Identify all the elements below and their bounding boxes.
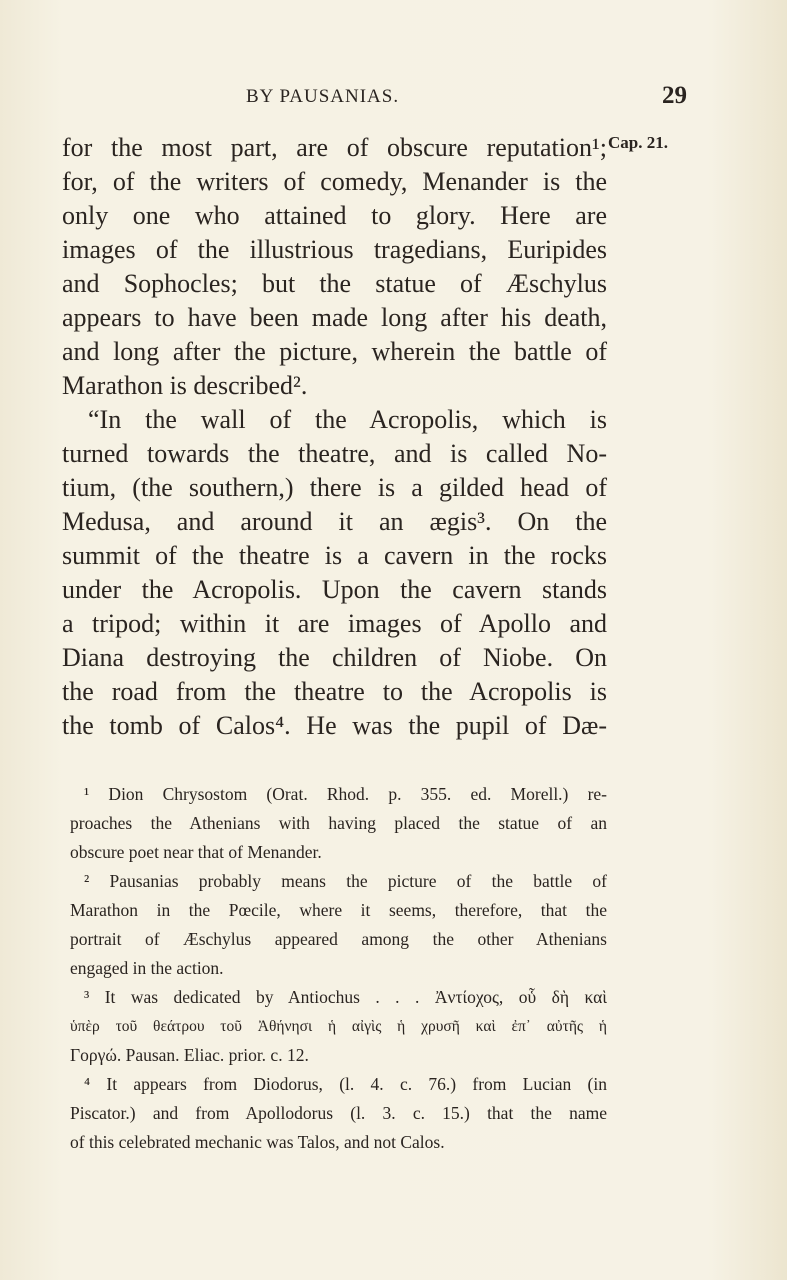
footnote-line: engaged in the action.: [70, 958, 224, 978]
footnote-line: ³ It was dedicated by Antiochus . . . Ἀντίοχος, οὗ δὴ καὶ: [84, 987, 607, 1007]
body-line: for the most part, are of obscure reputation¹;: [62, 133, 607, 162]
body-line: Marathon is described².: [62, 371, 308, 400]
body-text: [62, 131, 607, 743]
footnote-line: of this celebrated mechanic was Talos, and not Calos.: [70, 1132, 445, 1152]
body-line: the tomb of Calos⁴. He was the pupil of Dæ-: [62, 711, 607, 740]
body-line: “In the wall of the Acropolis, which is: [88, 405, 607, 434]
footnote-line: Γοργώ. Pausan. Eliac. prior. c. 12.: [70, 1045, 309, 1065]
body-line: and Sophocles; but the statue of Æschylus: [62, 269, 607, 298]
footnote-line: portrait of Æschylus appeared among the other Athenians: [70, 929, 607, 949]
footnote-line: proaches the Athenians with having placed the statue of an: [70, 813, 607, 833]
body-line: images of the illustrious tragedians, Euripides: [62, 235, 607, 264]
body-line: only one who attained to glory. Here are: [62, 201, 607, 230]
body-line: and long after the picture, wherein the battle of: [62, 337, 607, 366]
page-number: 29: [662, 82, 687, 109]
footnote-line: ² Pausanias probably means the picture of the battle of: [84, 871, 607, 891]
chapter-margin-note: Cap. 21.: [608, 133, 668, 152]
footnote-line: ⁴ It appears from Diodorus, (l. 4. c. 76.) from Lucian (in: [84, 1074, 607, 1094]
body-line: the road from the theatre to the Acropolis is: [62, 677, 607, 706]
body-line: summit of the theatre is a cavern in the rocks: [62, 541, 607, 570]
running-head: BY PAUSANIAS.: [246, 86, 400, 107]
body-line: tium, (the southern,) there is a gilded head of: [62, 473, 607, 502]
body-line: a tripod; within it are images of Apollo and: [62, 609, 607, 638]
footnote-line: obscure poet near that of Menander.: [70, 842, 322, 862]
footnotes: [70, 780, 607, 1157]
body-line: Medusa, and around it an ægis³. On the: [62, 507, 607, 536]
footnote-line: ¹ Dion Chrysostom (Orat. Rhod. p. 355. ed. Morell.) re-: [84, 784, 607, 804]
body-line: Diana destroying the children of Niobe. On: [62, 643, 607, 672]
footnote-line: Piscator.) and from Apollodorus (l. 3. c. 15.) that the name: [70, 1103, 607, 1123]
body-line: turned towards the theatre, and is called No-: [62, 439, 607, 468]
footnote-line: Marathon in the Pœcile, where it seems, therefore, that the: [70, 900, 607, 920]
body-line: appears to have been made long after his death,: [62, 303, 607, 332]
body-line: for, of the writers of comedy, Menander is the: [62, 167, 607, 196]
footnote-line: ὑπὲρ τοῦ θεάτρου τοῦ Ἀθήνησι ἡ αἰγὶς ἡ χρυσῆ καὶ ἐπ᾽ αὐτῆς ἡ: [70, 1018, 607, 1035]
body-line: under the Acropolis. Upon the cavern stands: [62, 575, 607, 604]
